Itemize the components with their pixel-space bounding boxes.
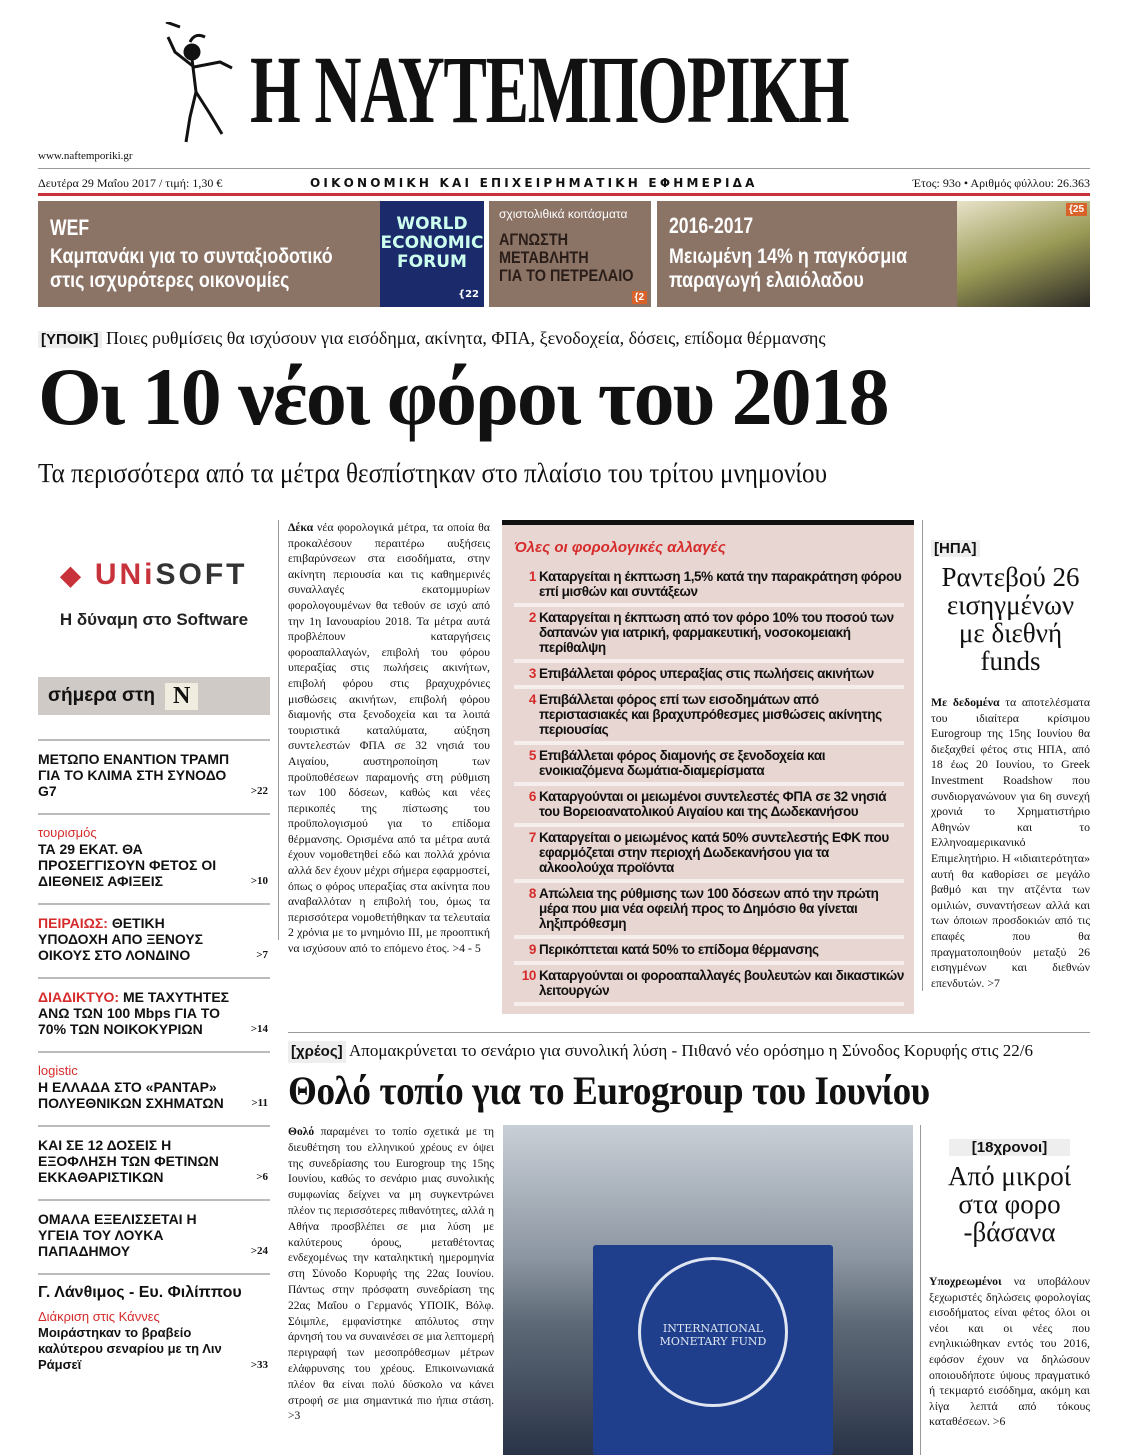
page-ref: >24 xyxy=(250,1245,268,1257)
issue-info: Έτος: 93ο • Αριθμός φύλλου: 26.363 xyxy=(912,176,1090,190)
item-text: Επιβάλλεται φόρος υπεραξίας στις πωλήσεις ακινήτων xyxy=(539,666,874,681)
article-body-text: τα αποτελέσματα του ιδιαίτερα κρίσιμου Eurogroup της 15ης Ιουνίου θα διεξαχθεί φέτος στις ΗΠΑ, από 18 έως 20 Ιουνίου, το Greek Investment Roadshow που συνδιοργανώνουν για 6η συνεχή χρονιά το Χρηματιστήριο Αθηνών και το Ελληνοαμερικανικό Επιμελητήριο. Η «ιδιαιτερότητα» αυτή θα καθορίσει σε μεγάλο βαθμό και την ατζέντα των ομιλιών, συναντήσεων αλλά και των όποιων προσδοκιών από τις επαφές που θα πραγματοποιηθούν μεταξύ 26 εισηγμένων και διεθνών επενδυτών. >7 xyxy=(931,695,1091,990)
item-number: 3 xyxy=(528,666,536,681)
brief-highlight: ΠΕΙΡΑΙΩΣ: xyxy=(38,915,108,931)
article-body xyxy=(929,1274,1090,1430)
website-link[interactable]: www.naftemporiki.gr xyxy=(38,150,133,162)
news-brief[interactable] xyxy=(38,1051,270,1119)
page-ref: {22 xyxy=(457,289,479,300)
debt-body xyxy=(288,1125,494,1425)
tax-change-item xyxy=(514,689,904,745)
wef-logo-text: WORLD xyxy=(396,214,468,234)
lead-word: Υποχρεωμένοι xyxy=(929,1274,1002,1288)
item-text: Καταργείται ο μειωμένος κατά 50% συντελεστής ΕΦΚ που εφαρμόζεται στην περιοχή Δωδεκανήσου για τα αλκοολούχα προϊόντα xyxy=(539,830,889,875)
lead-kicker xyxy=(38,328,825,349)
page-ref: >14 xyxy=(250,1023,268,1035)
upper-row xyxy=(288,520,1090,1014)
brief-text: ΘΕΤΙΚΗ ΥΠΟΔΟΧΗ ΑΠΟ ΞΕΝΟΥΣ ΟΙΚΟΥΣ ΣΤΟ ΛΟΝΔΙΝΟ xyxy=(38,915,204,963)
brief-text: ΜΕΤΩΠΟ ΕΝΑΝΤΙΟΝ ΤΡΑΜΠ ΓΙΑ ΤΟ ΚΛΙΜΑ ΣΤΗ ΣΥΝΟΔΟ G7 xyxy=(38,751,230,799)
debt-headline[interactable]: Θολό τοπίο για το Eurogroup του Ιουνίου xyxy=(288,1068,930,1113)
brief-text: ΜΕ ΤΑΧΥΤΗΤΕΣ ΑΝΩ ΤΩΝ 100 Mbps ΓΙΑ ΤΟ 70% ΤΩΝ ΝΟΙΚΟΚΥΡΙΩΝ xyxy=(38,989,230,1037)
brief-category: Διάκριση στις Κάννες xyxy=(38,1309,160,1324)
lead-word: Δέκα xyxy=(288,520,314,534)
promo-shale[interactable] xyxy=(489,201,651,307)
youth-article[interactable] xyxy=(920,1125,1090,1455)
promo-kicker: 2016-2017 xyxy=(669,213,754,238)
masthead-title: Η ΝΑΥΤΕΜΠΟΡΙΚΗ xyxy=(250,36,849,143)
page-ref: >10 xyxy=(250,875,268,887)
promo-line: ΓΙΑ ΤΟ ΠΕΤΡΕΛΑΙΟ xyxy=(499,266,634,285)
page-ref: >22 xyxy=(250,785,268,797)
imf-seal-text: INTERNATIONAL MONETARY FUND xyxy=(659,1322,767,1348)
news-brief[interactable] xyxy=(38,1125,270,1193)
promo-wef[interactable] xyxy=(38,201,380,307)
tax-change-item xyxy=(514,786,904,827)
brief-category: τουρισμός xyxy=(38,825,97,840)
tax-change-item xyxy=(514,566,904,607)
lead-word: Με δεδομένα xyxy=(931,695,1000,709)
item-number: 7 xyxy=(528,830,536,845)
news-brief[interactable] xyxy=(38,977,270,1045)
usa-article[interactable] xyxy=(922,520,1090,991)
article-body-text: να υποβάλουν ξεχωριστές δηλώσεις φορολογίας εισοδήματος είναι φέτος όλοι οι νέοι και οι νέες που ενηλικιώθηκαν εντός του 2016, εφόσον έχουν να δηλώσουν οποιουδήποτε ύψους πραγματικό ή τεκμαρτό εισόδημα, ακόμη και λίγα λεπτά από τόκους καταθέσεων. >6 xyxy=(929,1274,1090,1429)
item-text: Καταργούνται οι φοροαπαλλαγές βουλευτών και δικαστικών λειτουργών xyxy=(539,968,904,998)
tax-change-item xyxy=(514,939,904,965)
debt-kicker xyxy=(288,1040,1090,1063)
lower-row xyxy=(288,1125,1090,1455)
main-area xyxy=(288,520,1090,1455)
wef-logo-text: ECONOMIC xyxy=(380,233,484,253)
page-ref: >33 xyxy=(250,1359,268,1371)
box-title: Όλες οι φορολογικές αλλαγές xyxy=(514,539,726,556)
debt-body-text: παραμένει το τοπίο σχετικά με τη διευθέτηση του ελληνικού χρέους εν όψει της συνεδρίασης του Eurogroup της 15ης Ιουνίου, καθώς το σενάριο μιας συνολικής συμφωνίας δείχνει να μη συγκεντρώνει πλέον τις περισσότερες πιθανότητες, αλλά η Αθήνα προσβλέπει σε μια λύση με καλύτερους όρους, μεταθέτοντας ενδεχομένως την καταληκτική ημερομηνία στη Σύνοδο Κορυφής της 22ας Ιουνίου. Πάντως στην πρόσφατη συνεδρίαση της 22ας Μαΐου ο Γερμανός ΥΠΟΙΚ, Βόλφ. Σόιμπλε, εμφανίστηκε απόλυτος στην άρνησή του να συναινέσει σε μια λεπτομερή περιγραφή των μεσοπρόθεσμων μέτρων ελάφρυνσης του χρέους. Επικοινωνιακά πλέον θα είναι πολύ δύσκολο να κάνει στροφή σε μια σημαντικά πιο ήπια στάση. >3 xyxy=(288,1126,495,1423)
promo-line: ΑΓΝΩΣΤΗ xyxy=(499,230,569,249)
wef-logo-text: FORUM xyxy=(397,252,467,272)
section-tag: [ΥΠΟΙΚ] xyxy=(38,331,102,348)
article-title: Από μικροί στα φορο -βάσανα xyxy=(948,1161,1071,1247)
imf-building-photo xyxy=(503,1125,913,1455)
red-rule xyxy=(38,193,1090,196)
today-in-n-header xyxy=(38,677,270,715)
imf-banner xyxy=(593,1245,833,1455)
page-ref: >7 xyxy=(256,949,268,961)
brief-text: Η ΕΛΛΑΔΑ ΣΤΟ «ΡΑΝΤΑΡ» ΠΟΛΥΕΘΝΙΚΩΝ ΣΧΗΜΑΤΩΝ xyxy=(38,1079,224,1111)
item-number: 5 xyxy=(528,748,536,763)
item-text: Καταργείται η έκπτωση 1,5% κατά την παρακράτηση φόρου επί μισθών και συντάξεων xyxy=(539,569,902,599)
olive-oil-image xyxy=(957,201,1090,307)
promo-line: ΜΕΤΑΒΛΗΤΗ xyxy=(499,248,589,267)
cannes-brief[interactable] xyxy=(38,1273,270,1381)
item-number: 10 xyxy=(521,968,536,983)
article-body xyxy=(931,695,1090,991)
lead-body xyxy=(288,520,490,957)
tax-change-item xyxy=(514,607,904,663)
news-brief[interactable] xyxy=(38,739,270,807)
lead-word: Θολό xyxy=(288,1126,315,1138)
item-text: Επιβάλλεται φόρος διαμονής σε ξενοδοχεία και ενοικιαζόμενα δωμάτια-διαμερίσματα xyxy=(539,748,826,778)
page-ref: >6 xyxy=(256,1171,268,1183)
item-number: 6 xyxy=(528,789,536,804)
date-price: Δευτέρα 29 Μαΐου 2017 / τιμή: 1,30 € xyxy=(38,176,223,190)
tax-change-item xyxy=(514,663,904,689)
unisoft-ad[interactable] xyxy=(38,520,270,650)
promo-line: στις ισχυρότερες οικονομίες xyxy=(50,269,290,292)
item-text: Απώλεια της ρύθμισης των 100 δόσεων από την πρώτη μέρα που μια νέα οφειλή προς το Δημόσιο θα γίνεται ληξιπρόθεσμη xyxy=(539,886,879,931)
tax-change-item xyxy=(514,965,904,1006)
promo-kicker: σχιστολιθικά κοιτάσματα xyxy=(499,207,628,221)
section-tag: [χρέος] xyxy=(288,1041,346,1063)
item-text: Περικόπτεται κατά 50% το επίδομα θέρμανσης xyxy=(539,942,819,957)
item-text: Καταργούνται οι μειωμένοι συντελεστές ΦΠΑ σε 32 νησιά του Βορειοανατολικού Αιγαίου και της Δωδεκανήσου xyxy=(539,789,887,819)
page-ref: {2 xyxy=(632,291,647,304)
tax-change-item xyxy=(514,883,904,939)
item-number: 2 xyxy=(528,610,536,625)
today-label: σήμερα στη xyxy=(48,685,156,706)
unisoft-logo: ◆ UNiSOFT xyxy=(60,558,248,591)
left-column xyxy=(38,520,270,1381)
article-title: Ραντεβού 26 εισηγμένων με διεθνή funds xyxy=(941,562,1080,676)
item-number: 8 xyxy=(528,886,536,901)
news-brief[interactable] xyxy=(38,903,270,971)
news-brief[interactable] xyxy=(38,1199,270,1267)
lead-subtitle: Τα περισσότερα από τα μέτρα θεσπίστηκαν στο πλαίσιο του τρίτου μνημονίου xyxy=(38,458,828,488)
promo-line: Καμπανάκι για το συνταξιοδοτικό xyxy=(50,245,333,268)
promo-olive-oil[interactable] xyxy=(657,201,957,307)
wef-image xyxy=(380,201,484,307)
lead-body-text: νέα φορολογικά μέτρα, τα οποία θα προκαλέσουν περαιτέρω αυξήσεις επιβαρύνσεων στα εισοδήματα, στην ακίνητη περιουσία και τις καθημερινές συναλλαγές εκατομμυρίων φορολογουμένων θα τεθούν σε ισχύ από την 1η Ιανουαρίου 2018. Τα μέτρα αυτά προβλέπουν καταργήσεις φοροαπαλλαγών, επιβολή του φόρου υπεραξίας στις πωλήσεις ακινήτων, επιβολή φόρου στις βραχυχρόνιες μισθώσεις ακινήτων, επιβολή φόρου διαμονής στα ξενοδοχεία και τα λοιπά τουριστικά καταλύματα, αύξηση συντελεστών ΦΠΑ σε 32 νησιά του Αιγαίου, αυστηροποίηση των προϋποθέσεων παραμονής στη ρύθμιση των 100 δόσεων, καθώς και νέες περικοπές της πίστωσης του προϋπολογισμού για το επίδομα θέρμανσης. Ορισμένα από τα μέτρα αυτά έχουν νομοθετηθεί εδώ και πολλά χρόνια αλλά δεν έχουν μέχρι σήμερα εφαρμοστεί, όπως ο φόρος υπεραξίας στα ακίνητα που αναβαλλόταν η επιβολή του, όμως τα περισσότερα νομοθετήθηκαν τα τελευταία 2 χρόνια με το μνημόνιο ΙΙΙ, με προοπτική να ισχύσουν από το επόμενο έτος. >4 - 5 xyxy=(288,520,490,956)
tax-change-item xyxy=(514,745,904,786)
tagline: ΟΙΚΟΝΟΜΙΚΗ ΚΑΙ ΕΠΙΧΕΙΡΗΜΑΤΙΚΗ ΕΦΗΜΕΡΙΔΑ xyxy=(310,176,758,190)
tax-changes-box xyxy=(502,520,914,1014)
kicker-text: Ποιες ρυθμίσεις θα ισχύσουν για εισόδημα, ακίνητα, ΦΠΑ, ξενοδοχεία, δόσεις, επίδομα θέρμανσης xyxy=(106,328,826,348)
promo-line: Μειωμένη 14% η παγκόσμια xyxy=(669,245,908,268)
divider xyxy=(38,168,1090,169)
brief-text: ΚΑΙ ΣΕ 12 ΔΟΣΕΙΣ Η ΕΞΟΦΛΗΣΗ ΤΩΝ ΦΕΤΙΝΩΝ ΕΚΚΑΘΑΡΙΣΤΙΚΩΝ xyxy=(38,1137,219,1185)
brief-text: Μοιράστηκαν το βραβείο καλύτερου σεναρίου με τη Λιν Ράμσεϊ xyxy=(38,1325,222,1372)
hermes-logo-icon xyxy=(160,22,240,147)
brief-highlight: ΔΙΑΔΙΚΤΥΟ: xyxy=(38,989,120,1005)
item-number: 1 xyxy=(528,569,536,584)
lead-headline[interactable]: Οι 10 νέοι φόροι του 2018 xyxy=(38,351,888,442)
news-brief[interactable] xyxy=(38,813,270,897)
item-text: Επιβάλλεται φόρος επί των εισοδημάτων από περιστασιακές και βραχυπρόθεσμες μισθώσεις ακίνητης περιουσίας xyxy=(539,692,882,737)
tax-change-item xyxy=(514,827,904,883)
item-number: 4 xyxy=(528,692,536,707)
ad-tagline: Η δύναμη στο Software xyxy=(59,610,249,629)
brief-text: ΤΑ 29 ΕΚΑΤ. ΘΑ ΠΡΟΣΕΓΓΙΣΟΥΝ ΦΕΤΟΣ ΟΙ ΔΙΕΘΝΕΙΣ ΑΦΙΞΕΙΣ xyxy=(38,841,217,889)
item-number: 9 xyxy=(528,942,536,957)
kicker-text: Απομακρύνεται το σενάριο για συνολική λύση - Πιθανό νέο ορόσημο η Σύνοδος Κορυφής στις 22/6 xyxy=(348,1041,1033,1060)
brief-category: logistic xyxy=(38,1063,78,1078)
imf-seal-icon xyxy=(638,1257,788,1407)
promo-line: παραγωγή ελαιόλαδου xyxy=(669,269,864,292)
promo-kicker: WEF xyxy=(50,215,90,240)
column-rule xyxy=(278,520,279,940)
n-logo: N xyxy=(165,683,198,710)
page-ref: {25 xyxy=(1066,203,1087,216)
section-tag: [ΗΠΑ] xyxy=(931,540,980,557)
section-tag: [18χρονοι] xyxy=(949,1139,1070,1156)
page-ref: >11 xyxy=(251,1097,268,1109)
brief-text: ΟΜΑΛΑ ΕΞΕΛΙΣΣΕΤΑΙ Η ΥΓΕΙΑ ΤΟΥ ΛΟΥΚΑ ΠΑΠΑΔΗΜΟΥ xyxy=(38,1211,197,1259)
brief-names: Γ. Λάνθιμος - Ευ. Φιλίππου xyxy=(38,1284,242,1301)
divider xyxy=(288,1032,1090,1033)
item-text: Καταργείται η έκπτωση από τον φόρο 10% του ποσού των δαπανών για ιατρική, φαρμακευτική, νοσοκομειακή περίθαλψη xyxy=(539,610,894,655)
